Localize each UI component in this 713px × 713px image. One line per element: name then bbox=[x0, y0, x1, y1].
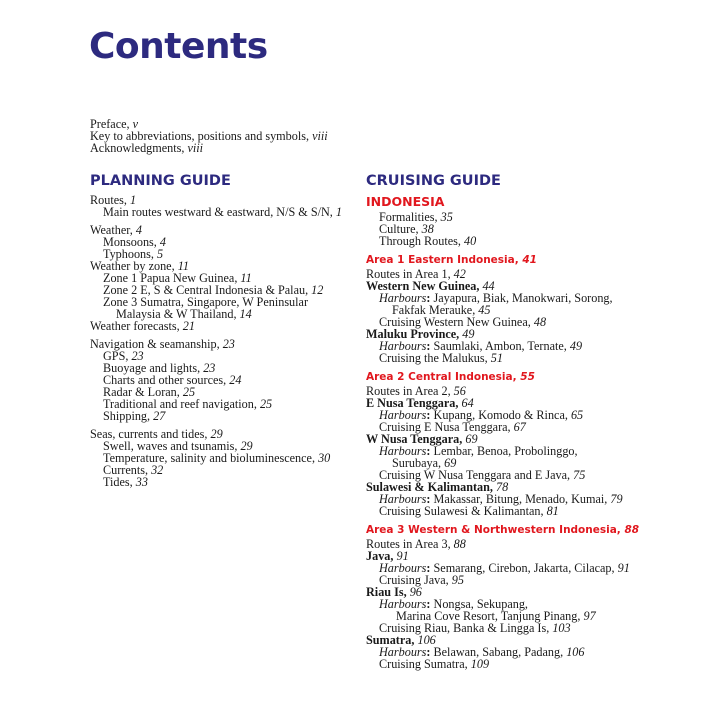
toc-entry[interactable]: Main routes westward & eastward, N/S & S/N, 1 bbox=[103, 205, 342, 219]
toc-entry[interactable]: Cruising Western New Guinea, 48 bbox=[379, 315, 547, 329]
toc-entry-region[interactable]: W Nusa Tenggara, 69 bbox=[366, 432, 478, 446]
page-number: v bbox=[132, 117, 139, 131]
toc-entry[interactable]: Zone 2 E, S & Central Indonesia & Palau, 12 bbox=[103, 283, 324, 297]
cruising-guide-heading: CRUISING GUIDE bbox=[366, 173, 501, 189]
area-heading-3[interactable]: Area 3 Western & Northwestern Indonesia, 88 bbox=[366, 524, 640, 536]
area-heading-1[interactable]: Area 1 Eastern Indonesia, 41 bbox=[366, 254, 537, 266]
toc-entry-harbours[interactable]: Harbours: Makassar, Bitung, Menado, Kumai, 79 bbox=[379, 492, 623, 506]
toc-entry[interactable]: Temperature, salinity and bioluminescence, 30 bbox=[103, 451, 331, 465]
toc-group-indonesia-intro bbox=[366, 211, 666, 247]
toc-entry-acknowledgments[interactable]: Acknowledgments, viii bbox=[90, 141, 204, 155]
toc-entry-continuation[interactable]: Malaysia & W Thailand, 14 bbox=[116, 307, 252, 321]
toc-entry[interactable]: Routes in Area 1, 42 bbox=[366, 267, 466, 281]
toc-entry[interactable]: Currents, 32 bbox=[103, 463, 164, 477]
planning-guide-column bbox=[90, 172, 360, 494]
page-number: viii bbox=[187, 141, 204, 155]
toc-entry-harbours[interactable]: Harbours: Kupang, Komodo & Rinca, 65 bbox=[379, 408, 584, 422]
toc-entry[interactable]: Formalities, 35 bbox=[379, 210, 453, 224]
toc-entry[interactable]: Radar & Loran, 25 bbox=[103, 385, 196, 399]
toc-entry[interactable]: GPS, 23 bbox=[103, 349, 144, 363]
toc-group-area-3 bbox=[366, 538, 666, 670]
toc-entry-region[interactable]: Java, 91 bbox=[366, 549, 409, 563]
toc-entry-region[interactable]: Sulawesi & Kalimantan, 78 bbox=[366, 480, 509, 494]
toc-entry-region[interactable]: Maluku Province, 49 bbox=[366, 327, 475, 341]
toc-entry[interactable]: Cruising Java, 95 bbox=[379, 573, 464, 587]
toc-entry[interactable]: Cruising E Nusa Tenggara, 67 bbox=[379, 420, 526, 434]
toc-entry[interactable]: Typhoons, 5 bbox=[103, 247, 164, 261]
toc-entry-region[interactable]: E Nusa Tenggara, 64 bbox=[366, 396, 474, 410]
toc-entry-harbours[interactable]: Harbours: Nongsa, Sekupang, bbox=[379, 597, 528, 611]
toc-entry[interactable]: Culture, 38 bbox=[379, 222, 434, 236]
toc-entry[interactable]: Buoyage and lights, 23 bbox=[103, 361, 216, 375]
toc-entry-region[interactable]: Riau Is, 96 bbox=[366, 585, 422, 599]
toc-entry-region[interactable]: Western New Guinea, 44 bbox=[366, 279, 495, 293]
toc-entry[interactable]: Shipping, 27 bbox=[103, 409, 166, 423]
toc-entry[interactable]: Traditional and reef navigation, 25 bbox=[103, 397, 273, 411]
toc-entry[interactable]: Monsoons, 4 bbox=[103, 235, 166, 249]
toc-entry-key-to-abbreviations[interactable]: Key to abbreviations, positions and symbols, viii bbox=[90, 129, 328, 143]
toc-entry-harbours[interactable]: Harbours: Saumlaki, Ambon, Ternate, 49 bbox=[379, 339, 583, 353]
toc-entry[interactable]: Navigation & seamanship, 23 bbox=[90, 337, 235, 351]
toc-group-area-1 bbox=[366, 268, 666, 364]
toc-entry-preface[interactable]: Preface, v bbox=[90, 117, 139, 131]
toc-entry[interactable]: Weather, 4 bbox=[90, 223, 142, 237]
toc-entry-harbours[interactable]: Harbours: Jayapura, Biak, Manokwari, Sorong, bbox=[379, 291, 613, 305]
toc-entry-harbours[interactable]: Harbours: Lembar, Benoa, Probolinggo, bbox=[379, 444, 578, 458]
toc-entry-region[interactable]: Sumatra, 106 bbox=[366, 633, 436, 647]
cruising-guide-column bbox=[366, 172, 666, 676]
toc-entry[interactable]: Routes in Area 3, 88 bbox=[366, 537, 466, 551]
toc-entry[interactable]: Tides, 33 bbox=[103, 475, 148, 489]
toc-entry[interactable]: Weather by zone, 11 bbox=[90, 259, 189, 273]
area-heading-2[interactable]: Area 2 Central Indonesia, 55 bbox=[366, 371, 535, 383]
toc-entry[interactable]: Weather forecasts, 21 bbox=[90, 319, 195, 333]
planning-guide-heading: PLANNING GUIDE bbox=[90, 173, 231, 189]
toc-entry-harbours[interactable]: Harbours: Belawan, Sabang, Padang, 106 bbox=[379, 645, 585, 659]
toc-group-seas bbox=[90, 428, 360, 488]
toc-entry[interactable]: Through Routes, 40 bbox=[379, 234, 477, 248]
toc-entry[interactable]: Cruising Sumatra, 109 bbox=[379, 657, 490, 671]
front-matter bbox=[90, 118, 328, 154]
toc-entry[interactable]: Cruising Sulawesi & Kalimantan, 81 bbox=[379, 504, 559, 518]
toc-entry[interactable]: Cruising Riau, Banka & Lingga Is, 103 bbox=[379, 621, 571, 635]
toc-group-navigation bbox=[90, 338, 360, 422]
toc-entry[interactable]: Charts and other sources, 24 bbox=[103, 373, 242, 387]
toc-group-routes bbox=[90, 194, 360, 218]
toc-entry[interactable]: Zone 3 Sumatra, Singapore, W Peninsular bbox=[103, 295, 309, 309]
country-heading-indonesia: INDONESIA bbox=[366, 194, 445, 209]
toc-entry[interactable]: Seas, currents and tides, 29 bbox=[90, 427, 223, 441]
toc-entry-continuation[interactable]: Surubaya, 69 bbox=[392, 456, 457, 470]
page-title: Contents bbox=[89, 26, 268, 67]
toc-entry-continuation[interactable]: Marina Cove Resort, Tanjung Pinang, 97 bbox=[396, 609, 596, 623]
toc-group-area-2 bbox=[366, 385, 666, 517]
page-number: viii bbox=[312, 129, 328, 143]
toc-entry[interactable]: Cruising W Nusa Tenggara and E Java, 75 bbox=[379, 468, 586, 482]
toc-entry-continuation[interactable]: Fakfak Merauke, 45 bbox=[392, 303, 491, 317]
toc-entry[interactable]: Routes, 1 bbox=[90, 193, 137, 207]
toc-entry[interactable]: Cruising the Malukus, 51 bbox=[379, 351, 503, 365]
toc-entry[interactable]: Zone 1 Papua New Guinea, 11 bbox=[103, 271, 252, 285]
toc-entry[interactable]: Swell, waves and tsunamis, 29 bbox=[103, 439, 253, 453]
toc-entry[interactable]: Routes in Area 2, 56 bbox=[366, 384, 466, 398]
toc-entry-harbours[interactable]: Harbours: Semarang, Cirebon, Jakarta, Cilacap, 91 bbox=[379, 561, 630, 575]
toc-group-weather bbox=[90, 224, 360, 332]
